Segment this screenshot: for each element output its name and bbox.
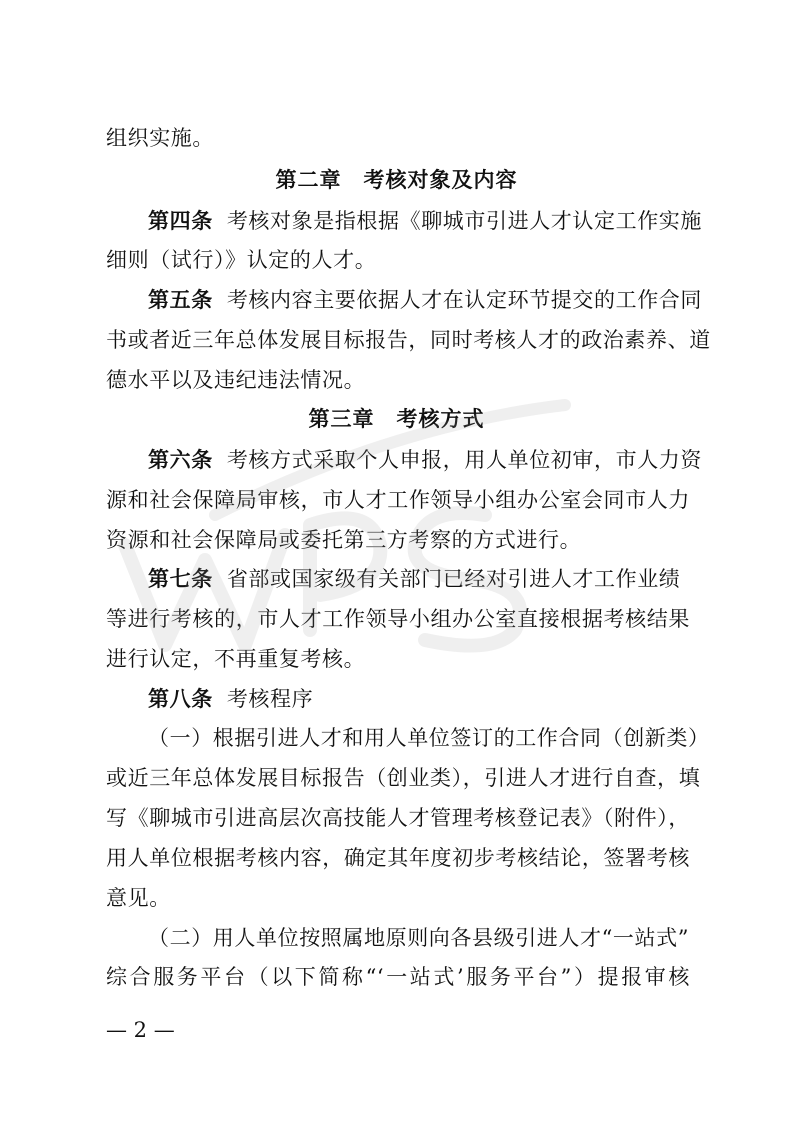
article-7-line: [148, 565, 732, 593]
chapter-heading: 第二章 考核对象及内容: [275, 168, 518, 192]
text-line: （二）用人单位按照属地原则向各县级引进人才“一站式”: [148, 926, 690, 950]
article-text: 考核对象是指根据《聊城市引进人才认定工作实施: [226, 209, 703, 233]
article-label: 第四条: [148, 209, 213, 233]
text-line: 资源和社会保障局或委托第三方考察的方式进行。: [106, 528, 582, 552]
article-label: 第七条: [148, 567, 213, 591]
article-label: 第八条: [148, 687, 213, 711]
text-line: 进行认定，不再重复考核。: [106, 647, 366, 671]
text-line: （一）根据引进人才和用人单位签订的工作合同（创新类）: [148, 726, 710, 750]
text-line: 组织实施。: [106, 126, 214, 150]
text-line: 源和社会保障局审核，市人才工作领导小组办公室会同市人力: [106, 488, 690, 512]
article-5-line: [148, 286, 732, 314]
article-8-line: [148, 685, 732, 713]
text-line: 综合服务平台（以下简称“‘一站式’服务平台”）提报审核: [106, 965, 690, 989]
text-line: 意见。: [106, 886, 171, 910]
text-line: 用人单位根据考核内容，确定其年度初步考核结论，签署考核: [106, 846, 690, 870]
text-line: 书或者近三年总体发展目标报告，同时考核人才的政治素养、道: [106, 328, 711, 352]
text-line: 细则（试行）》认定的人才。: [106, 248, 377, 272]
article-4-line: [148, 207, 732, 235]
text-line: 写《聊城市引进高层次高技能人才管理考核登记表》（附件），: [106, 806, 690, 830]
article-label: 第五条: [148, 288, 213, 312]
page-number: — 2 —: [106, 1018, 175, 1042]
article-text: 考核程序: [226, 687, 314, 711]
chapter-heading: 第三章 考核方式: [308, 407, 485, 431]
article-text: 考核方式采取个人申报，用人单位初审，市人力资: [226, 448, 703, 472]
article-label: 第六条: [148, 448, 213, 472]
text-line: 德水平以及违纪违法情况。: [106, 368, 366, 392]
article-6-line: [148, 446, 732, 474]
article-text: 考核内容主要依据人才在认定环节提交的工作合同: [226, 288, 703, 312]
text-line: 或近三年总体发展目标报告（创业类），引进人才进行自查，填: [106, 766, 701, 790]
text-line: 等进行考核的，市人才工作领导小组办公室直接根据考核结果: [106, 607, 690, 631]
article-text: 省部或国家级有关部门已经对引进人才工作业绩: [226, 567, 681, 591]
